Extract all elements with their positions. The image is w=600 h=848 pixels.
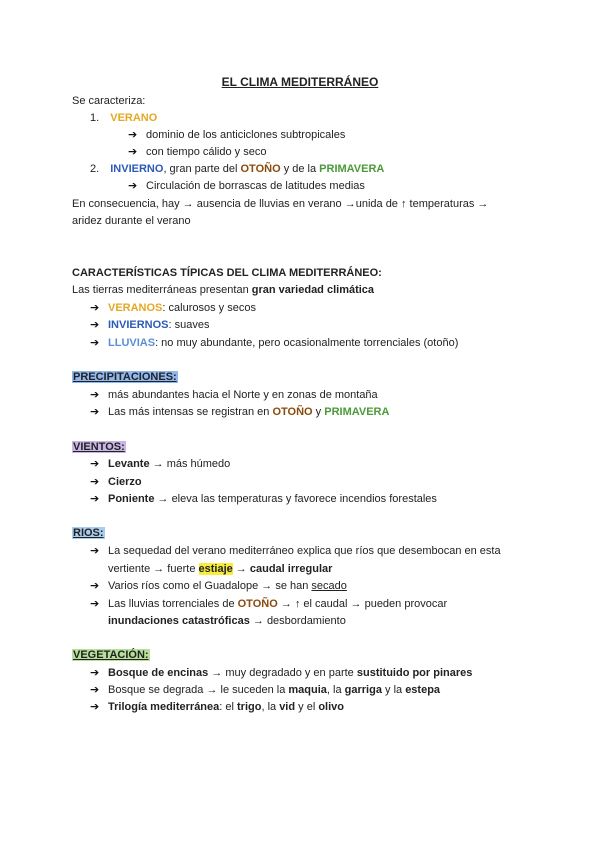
arrow-icon: ➔ xyxy=(90,684,100,696)
text: Las más intensas se registran en xyxy=(108,406,273,418)
text: → eleva las temperaturas y favorece incendios forestales xyxy=(154,493,437,505)
list-item-continuation xyxy=(108,614,346,628)
list-item xyxy=(90,597,447,611)
bold-text: caudal irregular xyxy=(249,563,333,575)
list-number: 2. xyxy=(90,163,100,175)
text: : el xyxy=(219,701,237,713)
list-number: 1. xyxy=(90,112,100,124)
arrow-icon: ➔ xyxy=(90,389,100,401)
arrow-icon: ➔ xyxy=(90,406,100,418)
text: Las lluvias torrenciales de xyxy=(108,598,238,610)
arrow-icon: ➔ xyxy=(90,701,100,713)
arrow-icon: ➔ xyxy=(128,129,138,141)
section-heading xyxy=(72,648,150,662)
arrow-icon: ➔ xyxy=(90,598,100,610)
text: Las tierras mediterráneas presentan xyxy=(72,284,252,296)
veranos-label: VERANOS xyxy=(108,302,163,314)
inviernos-label: INVIERNOS xyxy=(108,319,169,331)
text: Varios ríos como el Guadalope → se han xyxy=(108,580,312,592)
list-item xyxy=(90,700,344,714)
text: y xyxy=(312,406,325,418)
text: La sequedad del verano mediterráneo explica que ríos que desembocan en esta xyxy=(108,545,501,557)
bold-text: Trilogía mediterránea xyxy=(108,701,220,713)
text: : calurosos y secos xyxy=(162,302,256,314)
otono-label: OTOÑO xyxy=(237,598,278,610)
bold-text: maquia xyxy=(288,684,327,696)
section-heading: CARACTERÍSTICAS TÍPICAS DEL CLIMA MEDITERRÁNEO: xyxy=(72,267,382,279)
intro-sub-item xyxy=(128,128,345,142)
vientos-heading: VIENTOS: xyxy=(73,441,125,453)
arrow-icon: ➔ xyxy=(90,302,100,314)
list-item xyxy=(90,405,389,419)
page-title: EL CLIMA MEDITERRÁNEO xyxy=(221,75,379,89)
list-item-continuation xyxy=(108,562,332,576)
text: y el xyxy=(295,701,319,713)
intro-sub-item xyxy=(128,179,365,193)
intro-sub-item xyxy=(128,145,266,159)
precipitaciones-heading: PRECIPITACIONES: xyxy=(73,371,177,383)
arrow-icon: ➔ xyxy=(128,146,138,158)
arrow-icon: ➔ xyxy=(90,458,100,470)
otono-label: OTOÑO xyxy=(240,163,281,175)
text: , gran parte del xyxy=(163,163,241,175)
text: y de la xyxy=(280,163,320,175)
verano-label: VERANO xyxy=(110,112,158,124)
text: , la xyxy=(261,701,280,713)
consequence-line: En consecuencia, hay → ausencia de lluvias en verano →unida de ↑ temperaturas → xyxy=(72,198,489,210)
text: y la xyxy=(381,684,406,696)
text: : suaves xyxy=(168,319,210,331)
bold-text: olivo xyxy=(318,701,344,713)
text: → desbordamiento xyxy=(249,615,346,627)
otono-label: OTOÑO xyxy=(272,406,313,418)
list-item xyxy=(90,318,209,332)
bold-text: Bosque de encinas xyxy=(108,667,209,679)
list-item xyxy=(90,475,142,489)
text: → muy degradado y en parte xyxy=(208,667,357,679)
vegetacion-heading: VEGETACIÓN: xyxy=(73,649,149,661)
text: → más húmedo xyxy=(149,458,231,470)
sub-text: con tiempo cálido y seco xyxy=(146,146,267,158)
primavera-label: PRIMAVERA xyxy=(319,163,385,175)
list-item xyxy=(90,544,501,558)
bold-text: inundaciones catastróficas xyxy=(108,615,250,627)
rios-heading: RIOS: xyxy=(73,527,104,539)
intro-item-invierno xyxy=(90,162,384,176)
bold-text: Cierzo xyxy=(108,476,142,488)
bold-text: estepa xyxy=(405,684,441,696)
list-item xyxy=(90,336,458,350)
list-item xyxy=(90,683,440,697)
highlight-text: estiaje xyxy=(198,563,233,575)
arrow-icon: ➔ xyxy=(90,545,100,557)
arrow-icon: ➔ xyxy=(90,319,100,331)
text: → xyxy=(232,563,250,575)
arrow-icon: ➔ xyxy=(90,337,100,349)
intro-lead: Se caracteriza: xyxy=(72,95,146,107)
list-item xyxy=(90,457,230,471)
text: → ↑ el caudal → pueden provocar xyxy=(277,598,448,610)
arrow-icon: ➔ xyxy=(90,493,100,505)
list-item xyxy=(90,666,472,680)
bold-text: Levante xyxy=(108,458,150,470)
underlined-text: secado xyxy=(311,580,347,592)
intro-item-verano xyxy=(90,111,157,125)
invierno-label: INVIERNO xyxy=(110,163,164,175)
section-heading xyxy=(72,440,126,454)
bold-text: gran variedad climática xyxy=(251,284,375,296)
sub-text: Circulación de borrascas de latitudes medias xyxy=(146,180,365,192)
sub-text: dominio de los anticiclones subtropicales xyxy=(146,129,346,141)
section-heading xyxy=(72,526,105,540)
bold-text: trigo xyxy=(237,701,262,713)
list-item xyxy=(90,579,347,593)
list-item xyxy=(90,388,378,402)
bold-text: sustituido por pinares xyxy=(356,667,473,679)
arrow-icon: ➔ xyxy=(90,580,100,592)
text: Bosque se degrada → le suceden la xyxy=(108,684,289,696)
primavera-label: PRIMAVERA xyxy=(324,406,390,418)
arrow-icon: ➔ xyxy=(90,476,100,488)
arrow-icon: ➔ xyxy=(128,180,138,192)
section-heading xyxy=(72,370,178,384)
list-item xyxy=(90,492,437,506)
bold-text: Poniente xyxy=(108,493,155,505)
text: vertiente → fuerte xyxy=(108,563,199,575)
section-lead xyxy=(72,283,374,297)
consequence-line: aridez durante el verano xyxy=(72,215,191,227)
text: más abundantes hacia el Norte y en zonas de montaña xyxy=(108,389,378,401)
text: : no muy abundante, pero ocasionalmente torrenciales (otoño) xyxy=(155,337,459,349)
bold-text: garriga xyxy=(344,684,382,696)
text: , la xyxy=(326,684,345,696)
lluvias-label: LLUVIAS xyxy=(108,337,156,349)
arrow-icon: ➔ xyxy=(90,667,100,679)
list-item xyxy=(90,301,256,315)
bold-text: vid xyxy=(279,701,296,713)
